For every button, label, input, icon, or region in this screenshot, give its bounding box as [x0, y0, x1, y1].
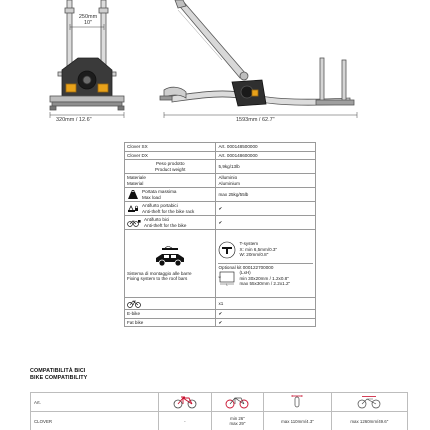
- kit-max: max 55x30mm / 2.2x1.2": [239, 281, 291, 286]
- front-width-in: 10": [83, 20, 93, 27]
- wheel-min: min 26": [230, 416, 245, 421]
- antitheft-rack-label: [125, 202, 216, 216]
- compat-frame-value: -: [159, 412, 212, 430]
- spec-row-fatbike: [125, 318, 316, 327]
- bike-frame-icon: [173, 395, 197, 409]
- tsystem-w: W: 20mm/0.8": [239, 252, 269, 258]
- spec-row-material: [125, 174, 316, 188]
- antitheft-bike-label: [125, 216, 216, 230]
- roof-bars-it: Sistema di montaggio alle barre: [127, 270, 192, 276]
- spec-row-weight: [125, 160, 316, 174]
- clover-sx-label: Clover SX: [125, 143, 216, 152]
- material-label-en: Material: [127, 180, 144, 186]
- tyre-width-icon: [291, 395, 303, 409]
- compat-header-bike: [159, 393, 212, 412]
- compat-table: [30, 392, 408, 430]
- tsystem-block: [218, 241, 313, 259]
- spec-row-antitheft-rack: [125, 202, 316, 216]
- weight-label-it: Peso prodotto: [155, 161, 185, 166]
- clover-dx-label: Clover DX: [125, 151, 216, 160]
- product-drawings: [0, 0, 430, 125]
- side-view-drawing: [160, 0, 354, 106]
- optional-kit-block: [218, 263, 313, 287]
- bike-lock-icon: [127, 218, 141, 228]
- front-width-mm: 250mm: [78, 14, 98, 20]
- compat-header-row: [31, 393, 408, 412]
- square-bar-icon: [218, 270, 236, 286]
- optional-kit-label: Optional kit 000122700000: [218, 264, 274, 270]
- fatbike-label: Fat bike: [125, 318, 216, 327]
- spec-row-roof-bars: [125, 230, 316, 298]
- car-roof-icon: [153, 246, 187, 268]
- compat-header-tyre: [264, 393, 331, 412]
- antitheft-bike-it: Antifurto bici: [144, 217, 170, 222]
- spec-row-bikes: [125, 298, 316, 310]
- wheelbase-icon: [357, 395, 381, 409]
- bikes-count-value: x1: [216, 298, 316, 310]
- spec-row-antitheft-bike: [125, 216, 316, 230]
- material-value-it: Alluminio: [218, 175, 238, 180]
- roof-bars-label: [125, 230, 216, 298]
- tsystem-x: X: min 6,5mm/0.3": [239, 246, 278, 252]
- compat-wheel-value: [211, 412, 264, 430]
- spec-row-max-load: [125, 188, 316, 202]
- compat-row-name: CLOVER: [31, 412, 159, 430]
- antitheft-rack-check: ✔: [216, 202, 316, 216]
- spec-table: [124, 142, 316, 327]
- compat-header-wheel: [211, 393, 264, 412]
- spec-row-ebike: [125, 310, 316, 319]
- svg-text:L: L: [226, 282, 229, 287]
- max-load-en: Max load: [142, 194, 161, 200]
- material-value-en: Aluminium: [218, 180, 240, 186]
- compat-title-en: BIKE COMPATIBILITY: [30, 374, 88, 381]
- front-base-label: 320mm / 12.6": [56, 117, 92, 123]
- compat-header-wheelbase: [331, 393, 407, 412]
- ebike-label: E-bike: [125, 310, 216, 319]
- technical-drawing: [0, 0, 430, 125]
- ebike-check: ✔: [216, 310, 316, 319]
- compat-tyre-value: max 110mm/4.3": [264, 412, 331, 430]
- spec-row-clover-sx: [125, 143, 316, 152]
- max-load-value: max 25kg/55lb: [216, 188, 316, 202]
- weight-value: 5,9kg/13lb: [216, 160, 316, 174]
- roof-bars-en: Fixing system to the roof bars: [127, 276, 188, 281]
- max-load-it: Portata massima: [142, 189, 177, 194]
- compat-title: [30, 368, 87, 382]
- compat-header-art: Art.: [31, 393, 159, 412]
- svg-text:H: H: [219, 275, 222, 280]
- spec-row-clover-dx: [125, 151, 316, 160]
- wheel-max: max 29": [229, 421, 246, 426]
- fatbike-check: ✔: [216, 318, 316, 327]
- compat-wheelbase-value: max 1260mm/49.6": [331, 412, 407, 430]
- max-load-label: [125, 188, 216, 202]
- material-label-it: Materiale: [127, 175, 146, 180]
- kit-lxh: (LxH): [239, 270, 251, 275]
- bikes-count-label: [125, 298, 216, 310]
- compat-row-clover: [31, 412, 408, 430]
- bicycle-icon: [127, 299, 141, 308]
- tsystem-icon: [218, 241, 236, 259]
- material-label: [125, 174, 216, 188]
- tsystem-title: T-system: [239, 241, 259, 247]
- side-length-label: 1593mm / 62.7": [236, 117, 275, 123]
- weight-icon: [127, 190, 139, 200]
- clover-sx-art: Art. 000148500000: [216, 143, 316, 152]
- antitheft-bike-check: ✔: [216, 216, 316, 230]
- kit-min: min 30x20mm / 1.2x0.8": [239, 275, 289, 281]
- antitheft-bike-en: Anti-theft for the bike: [144, 222, 187, 228]
- compat-title-it: COMPATIBILITÀ BICI: [30, 368, 86, 374]
- wheel-size-icon: [225, 395, 249, 409]
- roof-bars-value: [216, 230, 316, 298]
- antitheft-rack-en: Anti-theft for the bike rack: [142, 208, 195, 214]
- antitheft-rack-it: Antifurto portabici: [142, 203, 178, 208]
- rack-lock-icon: [127, 204, 139, 214]
- material-value: [216, 174, 316, 188]
- clover-dx-art: Art. 000148600000: [216, 151, 316, 160]
- front-width-label: [72, 14, 104, 26]
- weight-label: [125, 160, 216, 174]
- weight-label-en: Product weight: [155, 166, 186, 172]
